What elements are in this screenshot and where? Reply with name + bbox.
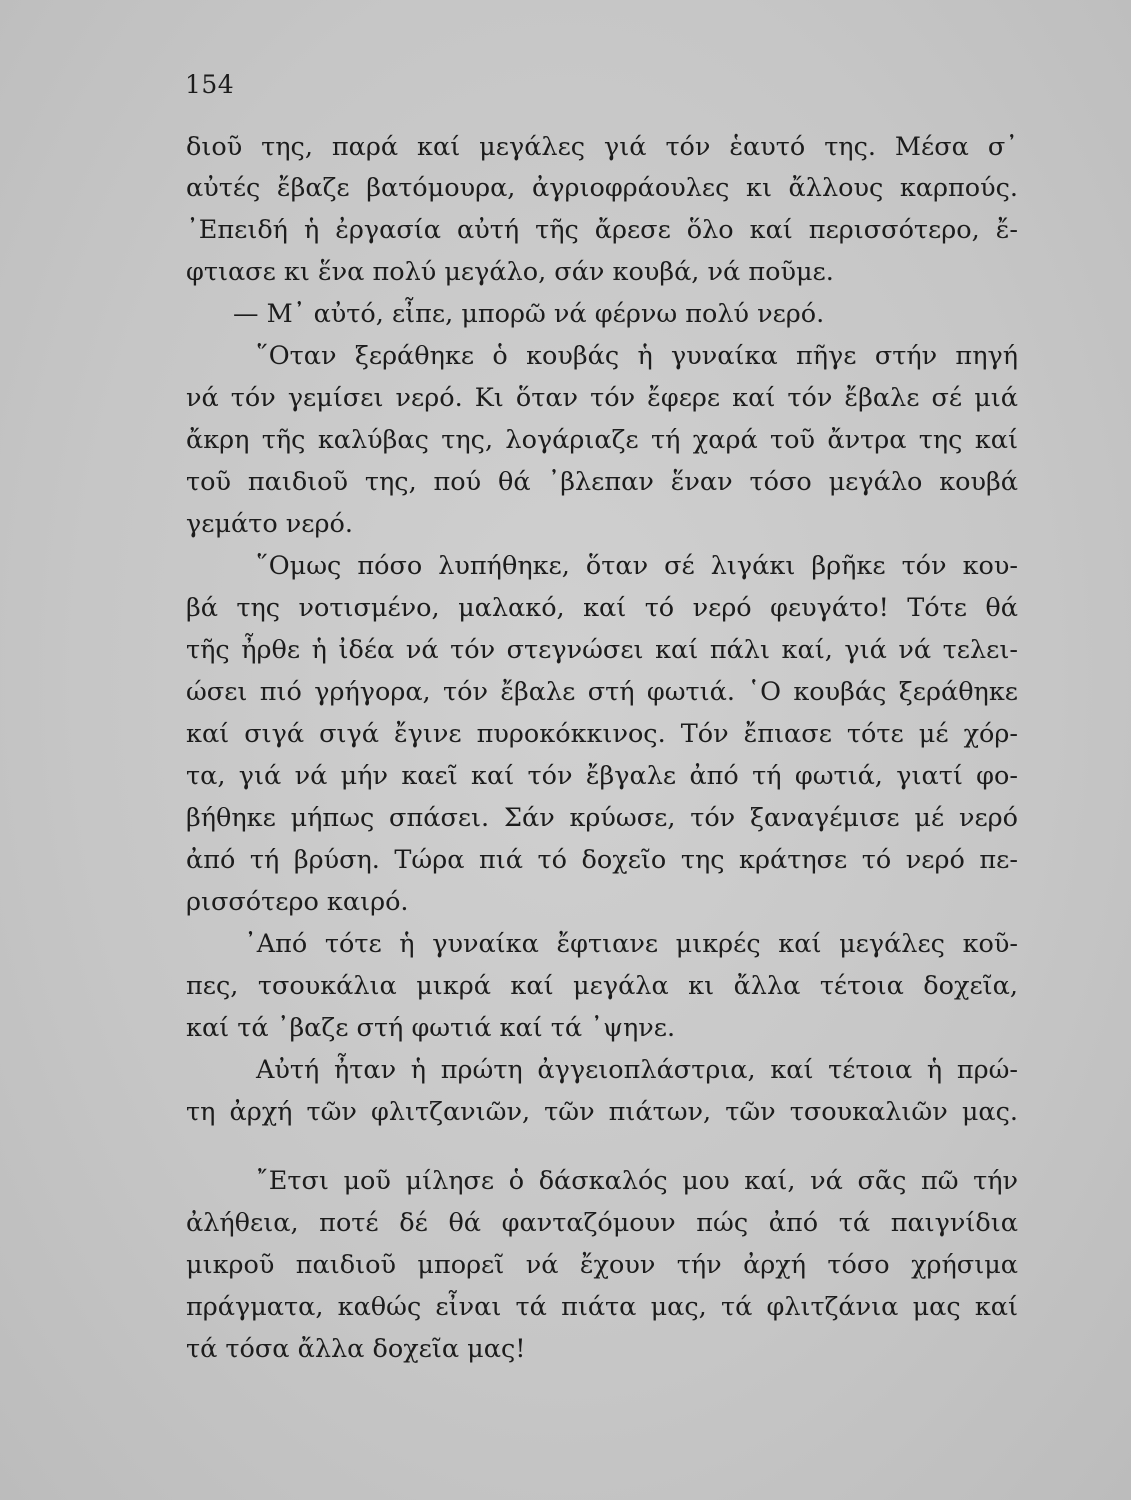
text-line: ἀλήθεια, ποτέ δέ θά φανταζόμουν πώς ἀπό τά παιγνίδια <box>186 1208 1018 1238</box>
text-line: ἀπό τή βρύση. Τώρα πιά τό δοχεῖο της κράτησε τό νερό πε- <box>186 845 1018 875</box>
text-line: καί σιγά σιγά ἔγινε πυροκόκκινος. Τόν ἔπιασε τότε μέ χόρ- <box>186 719 1018 749</box>
text-line: φτιασε κι ἕνα πολύ μεγάλο, σάν κουβά, νά ποῦμε. <box>186 257 834 287</box>
text-line: βά της νοτισμένο, μαλακό, καί τό νερό φευγάτο! Τότε θά <box>186 593 1018 623</box>
text-line: βήθηκε μήπως σπάσει. Σάν κρύωσε, τόν ξαναγέμισε μέ νερό <box>186 803 1018 833</box>
text-line: αὐτές ἔβαζε βατόμουρα, ἀγριοφράουλες κι ἄλλους καρπούς. <box>186 173 1018 203</box>
text-line: διοῦ της, παρά καί μεγάλες γιά τόν ἑαυτό της. Μέσα σ᾽ <box>186 132 1018 162</box>
text-line: τη ἀρχή τῶν φλιτζανιῶν, τῶν πιάτων, τῶν τσουκαλιῶν μας. <box>186 1097 1018 1127</box>
text-line: γεμάτο νερό. <box>186 509 353 539</box>
text-line: ώσει πιό γρήγορα, τόν ἔβαλε στή φωτιά. ῾Ο κουβάς ξεράθηκε <box>186 677 1018 707</box>
text-line: — Μ᾽ αὐτό, εἶπε, μπορῶ νά φέρνω πολύ νερό. <box>233 299 825 329</box>
page-number: 154 <box>185 70 235 99</box>
text-line: πες, τσουκάλια μικρά καί μεγάλα κι ἄλλα τέτοια δοχεῖα, <box>186 971 1018 1001</box>
text-line: μικροῦ παιδιοῦ μπορεῖ νά ἔχουν τήν ἀρχή τόσο χρήσιμα <box>186 1250 1018 1280</box>
text-line: ρισσότερο καιρό. <box>186 887 409 917</box>
text-line: ᾽Επειδή ἡ ἐργασία αὐτή τῆς ἄρεσε ὅλο καί περισσότερο, ἔ- <box>186 215 1018 245</box>
text-line: καί τά ᾽βαζε στή φωτιά καί τά ᾽ψηνε. <box>186 1013 676 1043</box>
text-line: τῆς ἦρθε ἡ ἰδέα νά τόν στεγνώσει καί πάλι καί, γιά νά τελει- <box>186 635 1018 665</box>
text-line: ῞Ομως πόσο λυπήθηκε, ὅταν σέ λιγάκι βρῆκε τόν κου- <box>256 551 1018 581</box>
text-line: τά τόσα ἄλλα δοχεῖα μας! <box>186 1334 526 1364</box>
text-line: τοῦ παιδιοῦ της, πού θά ᾽βλεπαν ἕναν τόσο μεγάλο κουβά <box>186 467 1018 497</box>
text-line: ῎Ετσι μοῦ μίλησε ὁ δάσκαλός μου καί, νά σᾶς πῶ τήν <box>256 1166 1018 1196</box>
text-line: ἄκρη τῆς καλύβας της, λογάριαζε τή χαρά τοῦ ἄντρα της καί <box>186 425 1018 455</box>
text-line: ᾽Από τότε ἡ γυναίκα ἔφτιανε μικρές καί μεγάλες κοῦ- <box>244 929 1018 959</box>
text-line: Αὐτή ἦταν ἡ πρώτη ἀγγειοπλάστρια, καί τέτοια ἡ πρώ- <box>256 1055 1018 1085</box>
text-line: πράγματα, καθώς εἶναι τά πιάτα μας, τά φλιτζάνια μας καί <box>186 1292 1018 1322</box>
text-line: ῞Οταν ξεράθηκε ὁ κουβάς ἡ γυναίκα πῆγε στήν πηγή <box>256 341 1018 371</box>
text-line: νά τόν γεμίσει νερό. Κι ὅταν τόν ἔφερε καί τόν ἔβαλε σέ μιά <box>186 383 1018 413</box>
text-line: τα, γιά νά μήν καεῖ καί τόν ἔβγαλε ἀπό τή φωτιά, γιατί φο- <box>186 761 1018 791</box>
